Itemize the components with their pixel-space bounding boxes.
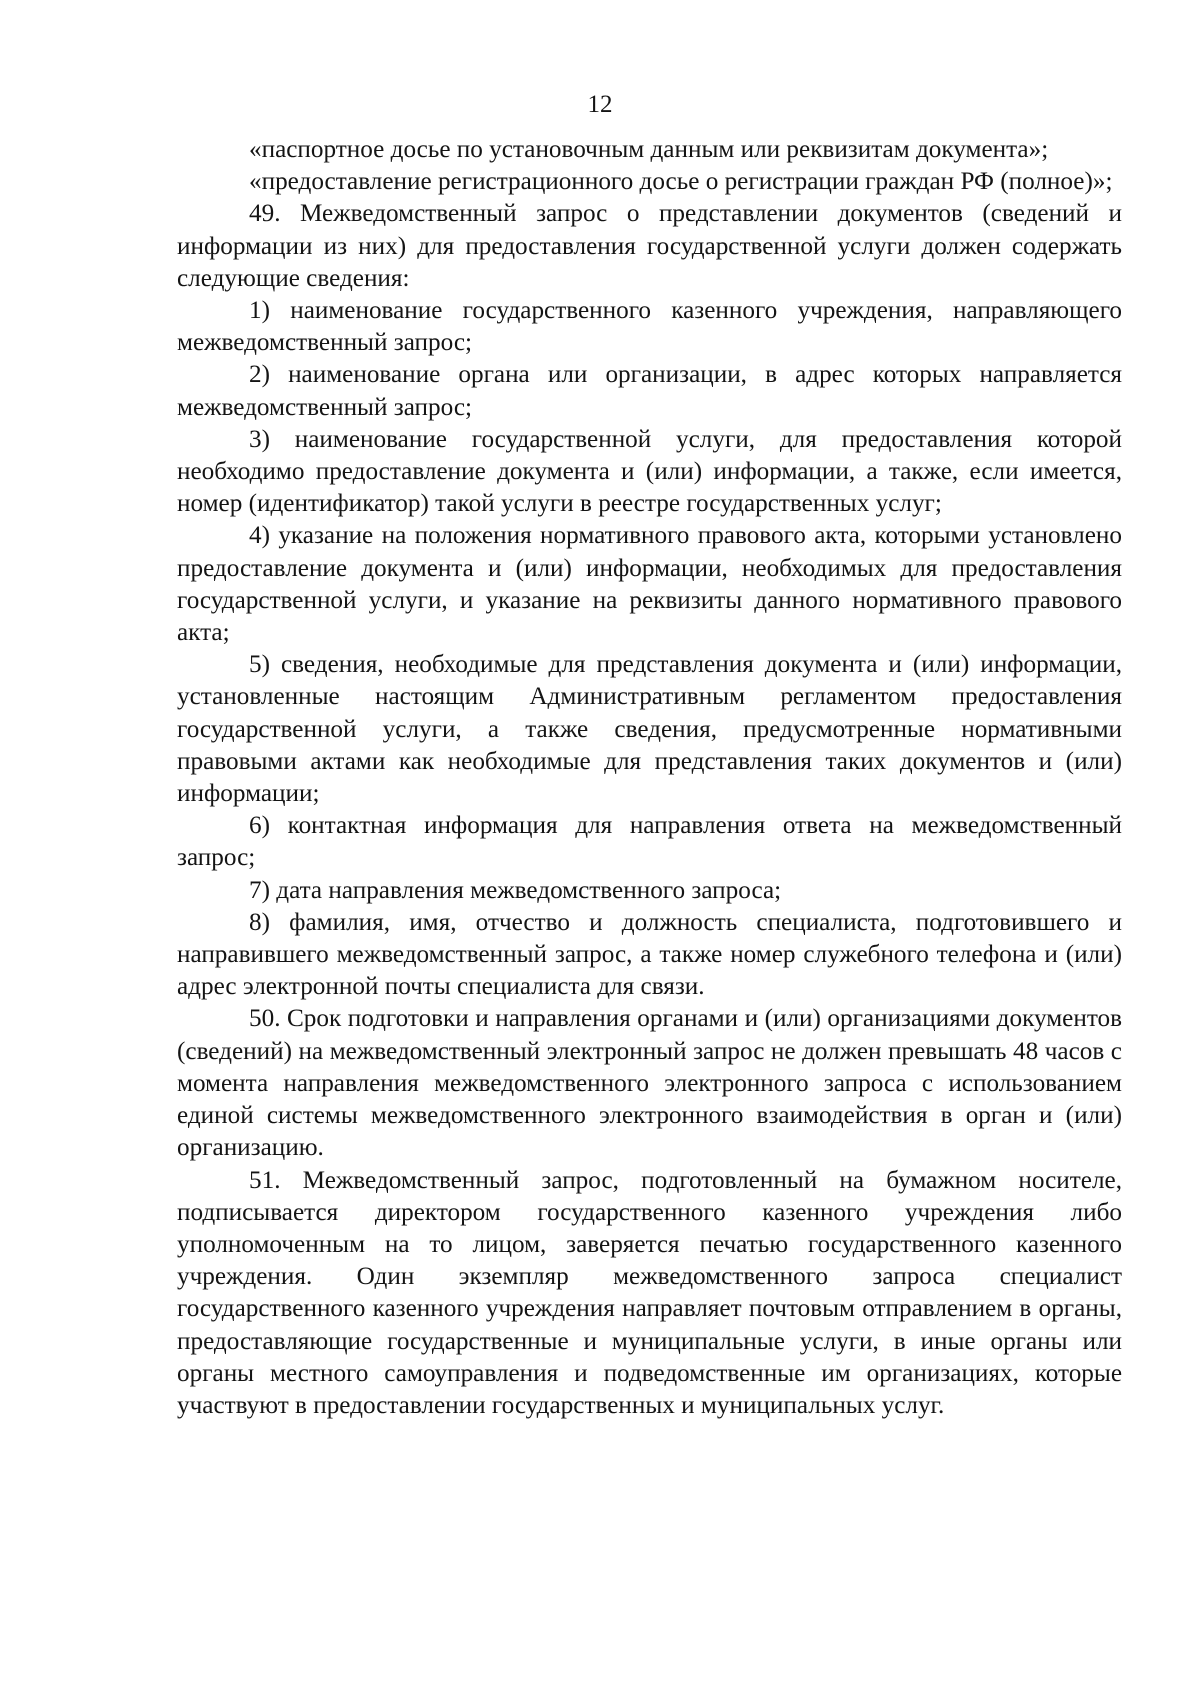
paragraph-registration-dossier: «предоставление регистрационного досье о регистрации граждан РФ (полное)»; xyxy=(249,168,1113,196)
paragraph-49: 49. Межведомственный запрос о представлении документов (сведений и информации из них) для предоставления государственной услуги должен содержать следующие сведения: xyxy=(177,200,1122,292)
list-item-4: 4) указание на положения нормативного правового акта, которыми установлено предоставление документа и (или) информации, необходимых для предоставления государственной услуги, и указание на реквизиты данного нормативного правового акта; xyxy=(177,522,1122,647)
list-item-8: 8) фамилия, имя, отчество и должность специалиста, подготовившего и направившего межведомственный запрос, а также номер служебного телефона и (или) адрес электронной почты специалиста для связи. xyxy=(177,908,1122,1001)
paragraph-50: 50. Срок подготовки и направления органами и (или) организациями документов (сведений) на межведомственный электронный запрос не должен превышать 48 часов с момента направления межведомственного электронного запроса с использованием единой системы межведомственного электронного взаимодействия в орган и (или) организацию. xyxy=(177,1005,1122,1162)
list-item-1: 1) наименование государственного казенного учреждения, направляющего межведомственный запрос; xyxy=(177,297,1122,357)
list-item-5: 5) сведения, необходимые для представления документа и (или) информации, установленные настоящим Административным регламентом предоставления государственной услуги, а также сведения, предусмотренные нормативными правовыми актами как необходимые для представления таких документов и (или) информации; xyxy=(177,651,1122,808)
list-item-3: 3) наименование государственной услуги, для предоставления которой необходимо предоставление документа и (или) информации, а также, если имеется, номер (идентификатор) такой услуги в реестре государственных услуг; xyxy=(177,425,1122,518)
list-item-6: 6) контактная информация для направления ответа на межведомственный запрос; xyxy=(177,812,1122,872)
document-body xyxy=(177,134,1122,1422)
paragraph-passport-dossier: «паспортное досье по установочным данным или реквизитам документа»; xyxy=(249,136,1049,163)
page-number: 12 xyxy=(587,91,613,118)
paragraph-51: 51. Межведомственный запрос, подготовленный на бумажном носителе, подписывается директором государственного казенного учреждения либо уполномоченным на то лицом, заверяется печатью государственного казенного учреждения. Один экземпляр межведомственного запроса специалист государственного казенного учреждения направляет почтовым отправлением в органы, предоставляющие государственные и муниципальные услуги, в иные органы или органы местного самоуправления и подведомственные им организациях, которые участвуют в предоставлении государственных и муниципальных услуг. xyxy=(177,1166,1122,1419)
list-item-7: 7) дата направления межведомственного запроса; xyxy=(249,876,782,904)
list-item-2: 2) наименование органа или организации, в адрес которых направляется межведомственный запрос; xyxy=(177,361,1122,421)
